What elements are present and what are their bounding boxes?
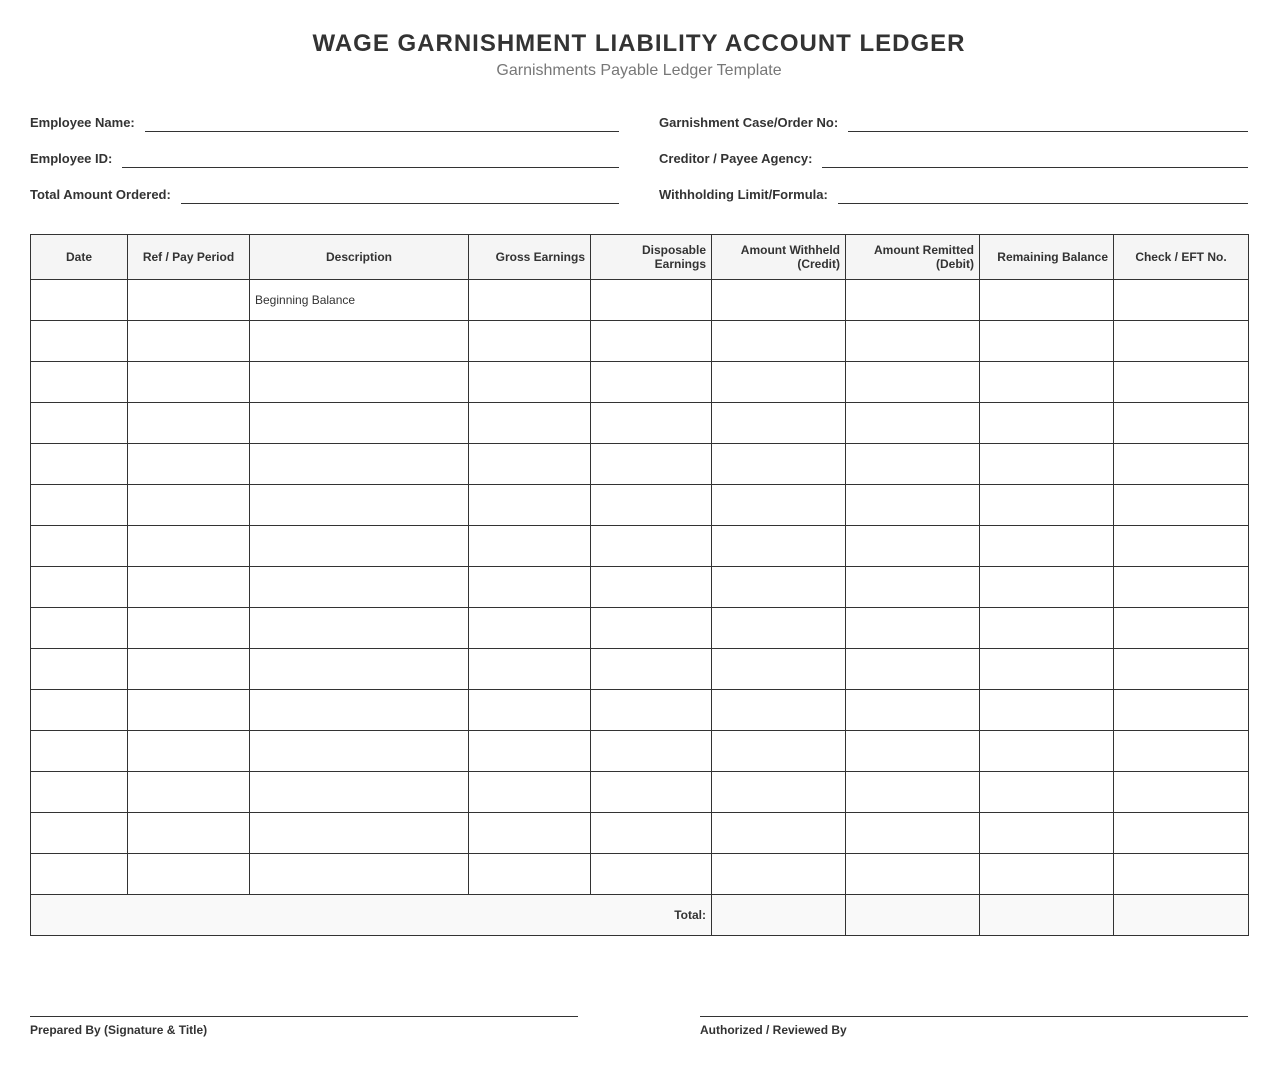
table-cell[interactable] — [1114, 854, 1249, 895]
table-cell[interactable] — [846, 649, 980, 690]
table-cell[interactable] — [846, 403, 980, 444]
table-cell[interactable] — [128, 567, 250, 608]
table-cell[interactable] — [128, 321, 250, 362]
table-cell[interactable] — [1114, 321, 1249, 362]
authorized-by-signature-line[interactable] — [700, 1016, 1248, 1017]
table-cell[interactable] — [250, 813, 469, 854]
table-cell[interactable] — [128, 403, 250, 444]
table-cell[interactable] — [469, 485, 591, 526]
ledger-body — [31, 280, 1249, 895]
col-header-ref-pay-period: Ref / Pay Period — [128, 235, 250, 280]
table-cell[interactable] — [712, 567, 846, 608]
withholding-limit-line[interactable] — [838, 189, 1248, 204]
table-cell[interactable] — [469, 649, 591, 690]
table-cell[interactable] — [712, 813, 846, 854]
table-row — [31, 608, 1249, 649]
table-cell[interactable] — [712, 854, 846, 895]
table-cell[interactable] — [250, 731, 469, 772]
table-cell[interactable] — [846, 731, 980, 772]
table-cell[interactable] — [1114, 772, 1249, 813]
table-cell[interactable] — [980, 649, 1114, 690]
table-cell[interactable] — [469, 280, 591, 321]
table-cell[interactable] — [469, 608, 591, 649]
table-cell[interactable] — [128, 772, 250, 813]
col-header-remaining-balance: Remaining Balance — [980, 235, 1114, 280]
table-cell[interactable] — [846, 280, 980, 321]
table-cell[interactable] — [250, 854, 469, 895]
table-cell[interactable] — [469, 526, 591, 567]
table-cell[interactable] — [712, 690, 846, 731]
table-cell[interactable] — [591, 362, 712, 403]
table-row — [31, 813, 1249, 854]
table-cell[interactable] — [591, 649, 712, 690]
total-amount-ordered-line[interactable] — [181, 189, 619, 204]
table-cell[interactable] — [846, 485, 980, 526]
total-remaining-balance-cell[interactable] — [980, 895, 1114, 936]
creditor-payee-label: Creditor / Payee Agency: — [659, 151, 813, 166]
col-header-check-eft: Check / EFT No. — [1114, 235, 1249, 280]
table-cell[interactable] — [31, 526, 128, 567]
total-label: Total: — [31, 895, 712, 936]
prepared-by-label: Prepared By (Signature & Title) — [30, 1023, 208, 1037]
table-cell[interactable] — [128, 485, 250, 526]
page-subtitle: Garnishments Payable Ledger Template — [496, 62, 782, 79]
table-cell[interactable] — [250, 649, 469, 690]
table-cell[interactable] — [1114, 649, 1249, 690]
table-row — [31, 690, 1249, 731]
col-header-amount-withheld: Amount Withheld (Credit) — [712, 235, 846, 280]
table-cell[interactable] — [469, 444, 591, 485]
withholding-limit-field — [659, 184, 1248, 204]
table-cell[interactable] — [31, 731, 128, 772]
page-title: WAGE GARNISHMENT LIABILITY ACCOUNT LEDGER — [312, 30, 966, 57]
table-cell[interactable] — [469, 690, 591, 731]
col-header-gross-earnings: Gross Earnings — [469, 235, 591, 280]
table-cell[interactable] — [31, 813, 128, 854]
total-amount-ordered-label: Total Amount Ordered: — [30, 187, 171, 202]
table-cell[interactable] — [846, 690, 980, 731]
employee-name-label: Employee Name: — [30, 115, 135, 130]
table-cell[interactable] — [1114, 485, 1249, 526]
ledger-table — [30, 234, 1249, 936]
prepared-by-signature-line[interactable] — [30, 1016, 578, 1017]
table-cell[interactable] — [712, 772, 846, 813]
table-cell[interactable] — [980, 608, 1114, 649]
table-cell[interactable] — [128, 690, 250, 731]
table-cell[interactable] — [712, 280, 846, 321]
table-cell[interactable] — [846, 444, 980, 485]
table-cell[interactable] — [980, 362, 1114, 403]
table-cell[interactable] — [846, 362, 980, 403]
table-cell[interactable] — [980, 854, 1114, 895]
table-cell[interactable] — [128, 526, 250, 567]
table-cell[interactable] — [250, 567, 469, 608]
table-cell[interactable] — [1114, 444, 1249, 485]
total-check-eft-cell[interactable] — [1114, 895, 1249, 936]
employee-id-label: Employee ID: — [30, 151, 113, 166]
table-cell[interactable] — [31, 772, 128, 813]
table-cell[interactable] — [128, 444, 250, 485]
table-cell[interactable] — [591, 403, 712, 444]
withholding-limit-label: Withholding Limit/Formula: — [659, 187, 828, 202]
table-cell[interactable] — [469, 567, 591, 608]
table-cell[interactable] — [1114, 280, 1249, 321]
table-cell[interactable] — [980, 280, 1114, 321]
table-row — [31, 403, 1249, 444]
table-cell[interactable] — [980, 813, 1114, 854]
table-cell[interactable] — [846, 772, 980, 813]
table-cell[interactable] — [250, 772, 469, 813]
table-cell[interactable] — [250, 403, 469, 444]
table-cell[interactable] — [846, 567, 980, 608]
table-row — [31, 485, 1249, 526]
table-cell[interactable] — [128, 854, 250, 895]
table-cell[interactable] — [980, 444, 1114, 485]
table-cell[interactable] — [31, 444, 128, 485]
table-cell[interactable] — [469, 854, 591, 895]
table-cell[interactable] — [846, 854, 980, 895]
total-row — [31, 895, 1249, 936]
employee-id-line[interactable] — [122, 153, 619, 168]
prepared-by-signature — [30, 1016, 578, 1037]
table-cell[interactable] — [31, 280, 128, 321]
table-cell[interactable] — [128, 362, 250, 403]
table-cell[interactable] — [591, 280, 712, 321]
table-cell[interactable] — [128, 280, 250, 321]
table-cell[interactable] — [980, 567, 1114, 608]
table-cell[interactable] — [250, 362, 469, 403]
garnishment-case-label: Garnishment Case/Order No: — [659, 115, 839, 130]
table-cell[interactable] — [250, 321, 469, 362]
table-cell[interactable] — [469, 403, 591, 444]
table-row — [31, 649, 1249, 690]
table-cell[interactable] — [250, 444, 469, 485]
table-row — [31, 526, 1249, 567]
table-cell[interactable] — [712, 526, 846, 567]
table-cell[interactable] — [250, 485, 469, 526]
table-cell[interactable] — [31, 649, 128, 690]
table-cell[interactable] — [980, 485, 1114, 526]
table-cell[interactable] — [31, 608, 128, 649]
table-row — [31, 362, 1249, 403]
creditor-payee-line[interactable] — [822, 153, 1248, 168]
col-header-amount-remitted: Amount Remitted (Debit) — [846, 235, 980, 280]
table-cell[interactable] — [712, 649, 846, 690]
table-cell[interactable] — [1114, 526, 1249, 567]
beginning-balance-cell[interactable]: Beginning Balance — [250, 280, 469, 321]
table-cell[interactable] — [591, 690, 712, 731]
table-row — [31, 280, 1249, 321]
employee-id-field — [30, 148, 619, 168]
table-cell[interactable] — [31, 690, 128, 731]
table-cell[interactable] — [31, 321, 128, 362]
employee-name-field — [30, 112, 619, 132]
table-cell[interactable] — [980, 731, 1114, 772]
table-cell[interactable] — [712, 362, 846, 403]
table-cell[interactable] — [469, 772, 591, 813]
table-cell[interactable] — [250, 608, 469, 649]
table-row — [31, 444, 1249, 485]
table-cell[interactable] — [250, 526, 469, 567]
table-cell[interactable] — [31, 362, 128, 403]
table-cell[interactable] — [1114, 813, 1249, 854]
table-row — [31, 567, 1249, 608]
table-cell[interactable] — [591, 731, 712, 772]
garnishment-case-line[interactable] — [848, 117, 1248, 132]
table-cell[interactable] — [469, 813, 591, 854]
table-row — [31, 854, 1249, 895]
table-cell[interactable] — [128, 608, 250, 649]
table-row — [31, 772, 1249, 813]
table-cell[interactable] — [591, 567, 712, 608]
table-cell[interactable] — [1114, 362, 1249, 403]
table-cell[interactable] — [1114, 608, 1249, 649]
table-cell[interactable] — [469, 321, 591, 362]
table-cell[interactable] — [846, 608, 980, 649]
table-cell[interactable] — [591, 444, 712, 485]
table-cell[interactable] — [712, 608, 846, 649]
table-cell[interactable] — [846, 321, 980, 362]
ledger-header-row — [31, 235, 1249, 280]
col-header-disposable-earnings: Disposable Earnings — [591, 235, 712, 280]
table-cell[interactable] — [1114, 731, 1249, 772]
table-cell[interactable] — [712, 321, 846, 362]
table-cell[interactable] — [980, 403, 1114, 444]
table-cell[interactable] — [591, 321, 712, 362]
table-cell[interactable] — [712, 403, 846, 444]
table-cell[interactable] — [591, 854, 712, 895]
table-cell[interactable] — [980, 321, 1114, 362]
authorized-by-label: Authorized / Reviewed By — [700, 1023, 847, 1037]
table-cell[interactable] — [128, 649, 250, 690]
table-cell[interactable] — [31, 567, 128, 608]
table-cell[interactable] — [980, 526, 1114, 567]
table-cell[interactable] — [980, 690, 1114, 731]
table-cell[interactable] — [250, 690, 469, 731]
table-cell[interactable] — [1114, 403, 1249, 444]
table-cell[interactable] — [712, 731, 846, 772]
table-cell[interactable] — [128, 731, 250, 772]
col-header-date: Date — [31, 235, 128, 280]
table-cell[interactable] — [1114, 690, 1249, 731]
table-cell[interactable] — [591, 485, 712, 526]
creditor-payee-field — [659, 148, 1248, 168]
authorized-by-signature — [700, 1016, 1248, 1037]
table-cell[interactable] — [1114, 567, 1249, 608]
table-cell[interactable] — [31, 403, 128, 444]
table-cell[interactable] — [591, 813, 712, 854]
table-cell[interactable] — [712, 444, 846, 485]
table-cell[interactable] — [31, 854, 128, 895]
garnishment-case-field — [659, 112, 1248, 132]
table-cell[interactable] — [846, 813, 980, 854]
table-cell[interactable] — [591, 526, 712, 567]
table-cell[interactable] — [980, 772, 1114, 813]
table-cell[interactable] — [31, 485, 128, 526]
table-cell[interactable] — [469, 362, 591, 403]
table-cell[interactable] — [469, 731, 591, 772]
total-amount-withheld-cell[interactable] — [712, 895, 846, 936]
table-cell[interactable] — [846, 526, 980, 567]
employee-name-line[interactable] — [145, 117, 619, 132]
table-cell[interactable] — [591, 608, 712, 649]
table-cell[interactable] — [712, 485, 846, 526]
total-amount-ordered-field — [30, 184, 619, 204]
table-row — [31, 321, 1249, 362]
table-cell[interactable] — [128, 813, 250, 854]
table-row — [31, 731, 1249, 772]
col-header-description: Description — [250, 235, 469, 280]
table-cell[interactable] — [591, 772, 712, 813]
total-amount-remitted-cell[interactable] — [846, 895, 980, 936]
